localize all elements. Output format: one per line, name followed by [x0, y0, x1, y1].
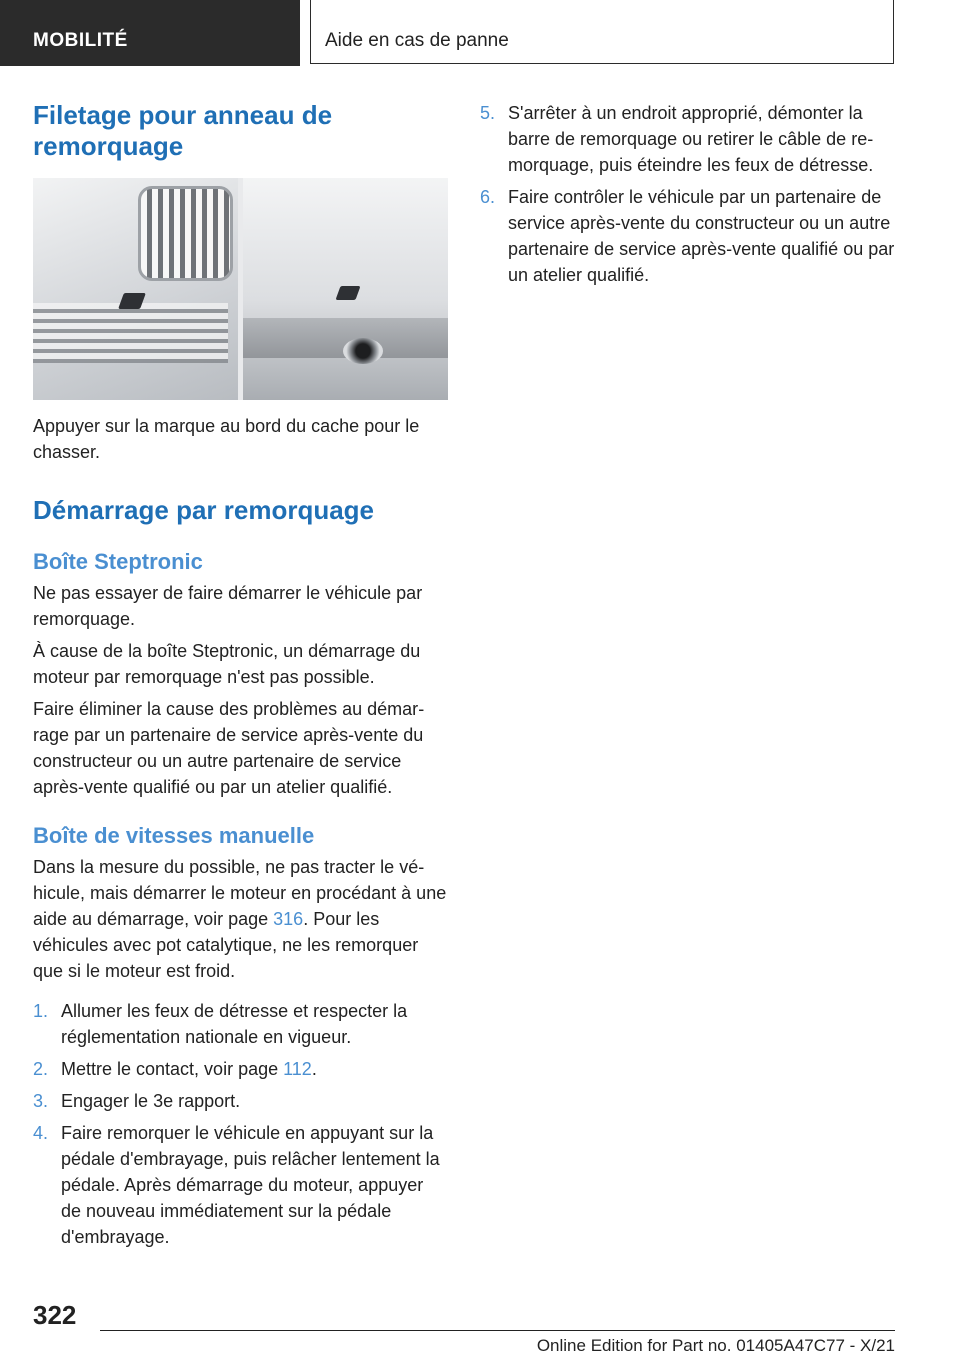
heading-tow-start: Démarrage par remorquage	[33, 495, 375, 525]
figure-caption: Appuyer sur la marque au bord du cache pour le chasser.	[33, 416, 420, 462]
manual-para-1: Dans la mesure du possible, ne pas tracter le véhicule, mais démarrer le moteur en procédant à une aide au démarrage, voir page 316. Pour les véhicules avec pot catalytique, ne les remorquer que si le moteur est froid.	[33, 857, 447, 981]
list-item: 1. Allumer les feux de détresse et respecter la réglementation nationale en vigueur.	[33, 1001, 408, 1047]
footer-divider	[100, 1330, 895, 1331]
footer-edition: Online Edition for Part no. 01405A47C77 - X/21	[536, 1336, 895, 1355]
heading-tow-eye-thread: Filetage pour anneau de remorquage	[33, 100, 333, 161]
list-item: 5. S'arrêter à un endroit approprié, démonter la barre de remorquage ou retirer le câble de remorquage, puis éteindre les feux de détresse.	[480, 103, 874, 175]
right-column	[480, 100, 895, 288]
manual-steps-list-continued	[480, 100, 895, 288]
page-number: 322	[33, 1300, 77, 1330]
chapter-tab	[310, 0, 894, 64]
list-item: 4. Faire remorquer le véhicule en appuyant sur la pédale d'embrayage, puis relâcher lentement la pédale. Après démarrage du moteur, appuyer de nouveau immédiatement sur la pédale d'embrayage.	[33, 1123, 440, 1247]
steptronic-para-3: Faire éliminer la cause des problèmes au démarrage par un partenaire de service après-vente du constructeur ou un autre partenaire de service après-vente qualifié ou par un atelier qualifié.	[33, 699, 425, 797]
list-item: 3. Engager le 3e rapport.	[33, 1091, 241, 1111]
lower-grille-shape	[33, 303, 228, 363]
list-item: 6. Faire contrôler le véhicule par un partenaire de service après-vente du constructeur ou un autre partenaire de service après-vente qualifié ou par un atelier qualifié.	[480, 187, 895, 285]
car-bumper-figure	[33, 178, 448, 400]
steptronic-para-2: À cause de la boîte Steptronic, un démarrage du moteur par remorquage n'est pas possible.	[33, 641, 421, 687]
list-item: 2. Mettre le contact, voir page 112.	[33, 1059, 317, 1079]
kidney-grille-shape	[138, 186, 233, 281]
left-column	[33, 100, 448, 1250]
page-link-316[interactable]: 316	[273, 909, 304, 929]
page-header	[0, 0, 960, 66]
section-tab	[0, 0, 300, 66]
chapter-title: Aide en cas de panne	[325, 30, 509, 51]
section-title: MOBILITÉ	[33, 30, 128, 51]
manual-steps-list	[33, 998, 448, 1250]
page-link-112[interactable]: 112	[283, 1059, 312, 1079]
steptronic-para-1: Ne pas essayer de faire démarrer le véhicule par remorquage.	[33, 583, 423, 629]
exhaust-pipe-shape	[343, 338, 383, 364]
heading-manual-gearbox: Boîte de vitesses manuelle	[33, 823, 315, 848]
heading-steptronic: Boîte Steptronic	[33, 549, 203, 574]
